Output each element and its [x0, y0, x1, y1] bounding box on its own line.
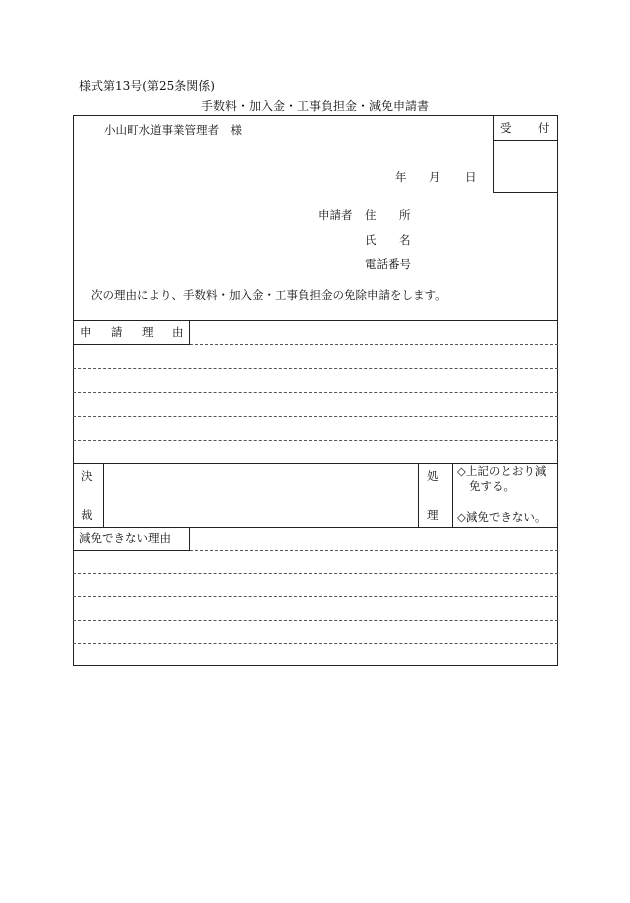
reason-label-4: 由 — [172, 325, 184, 339]
date-year: 年 — [395, 170, 407, 184]
processing-right-divider — [452, 463, 453, 527]
decision-label-divider — [103, 463, 104, 527]
reason-label-right — [189, 320, 190, 344]
receipt-box-bottom — [493, 192, 558, 193]
applicant-label: 申請者 — [318, 208, 353, 222]
reason-label-3: 理 — [142, 325, 154, 339]
decision-label-1: 決 — [81, 469, 93, 483]
deny-reason-line — [73, 573, 558, 574]
deny-reason-label-right — [189, 527, 190, 550]
decision-label-2: 裁 — [81, 508, 93, 522]
deny-reason-line — [73, 596, 558, 597]
deny-reason-line — [73, 620, 558, 621]
reason-label-1: 申 — [80, 325, 92, 339]
reason-line — [73, 440, 558, 441]
addressee: 小山町水道事業管理者 様 — [104, 123, 242, 137]
reason-section-top — [73, 320, 558, 321]
name-label-1: 氏 — [365, 233, 377, 247]
approve-option-line1: ◇上記のとおり減 — [457, 464, 547, 478]
date-month: 月 — [429, 170, 441, 184]
processing-label-1: 処 — [427, 469, 439, 483]
processing-label-2: 理 — [427, 508, 439, 522]
deny-reason-section-top — [73, 527, 558, 528]
deny-reason-label-bottom — [73, 550, 190, 551]
form-number: 様式第13号(第25条関係) — [79, 79, 215, 93]
phone-label: 電話番号 — [365, 257, 411, 271]
name-label-2: 名 — [399, 233, 411, 247]
deny-reason-line — [190, 550, 558, 551]
reason-label-bottom — [73, 344, 190, 345]
request-statement: 次の理由により、手数料・加入金・工事負担金の免除申請をします。 — [91, 288, 447, 302]
reason-line — [73, 368, 558, 369]
reason-line — [73, 416, 558, 417]
approve-option-line2: 免する。 — [469, 479, 515, 493]
receipt-label-2: 付 — [538, 121, 550, 135]
receipt-box-left-border — [493, 115, 494, 193]
deny-option: ◇減免できない。 — [457, 510, 547, 524]
receipt-box-divider — [493, 140, 558, 141]
date-day: 日 — [465, 170, 477, 184]
reason-line — [190, 344, 558, 345]
form-frame — [73, 115, 558, 666]
address-label-2: 所 — [399, 208, 411, 222]
form-title: 手数料・加入金・工事負担金・減免申請書 — [200, 99, 429, 113]
deny-reason-line — [73, 643, 558, 644]
processing-left-divider — [418, 463, 419, 527]
address-label-1: 住 — [365, 208, 377, 222]
reason-label-2: 請 — [111, 325, 123, 339]
deny-reason-label: 減免できない理由 — [79, 531, 171, 545]
reason-line — [73, 392, 558, 393]
receipt-label-1: 受 — [500, 121, 512, 135]
